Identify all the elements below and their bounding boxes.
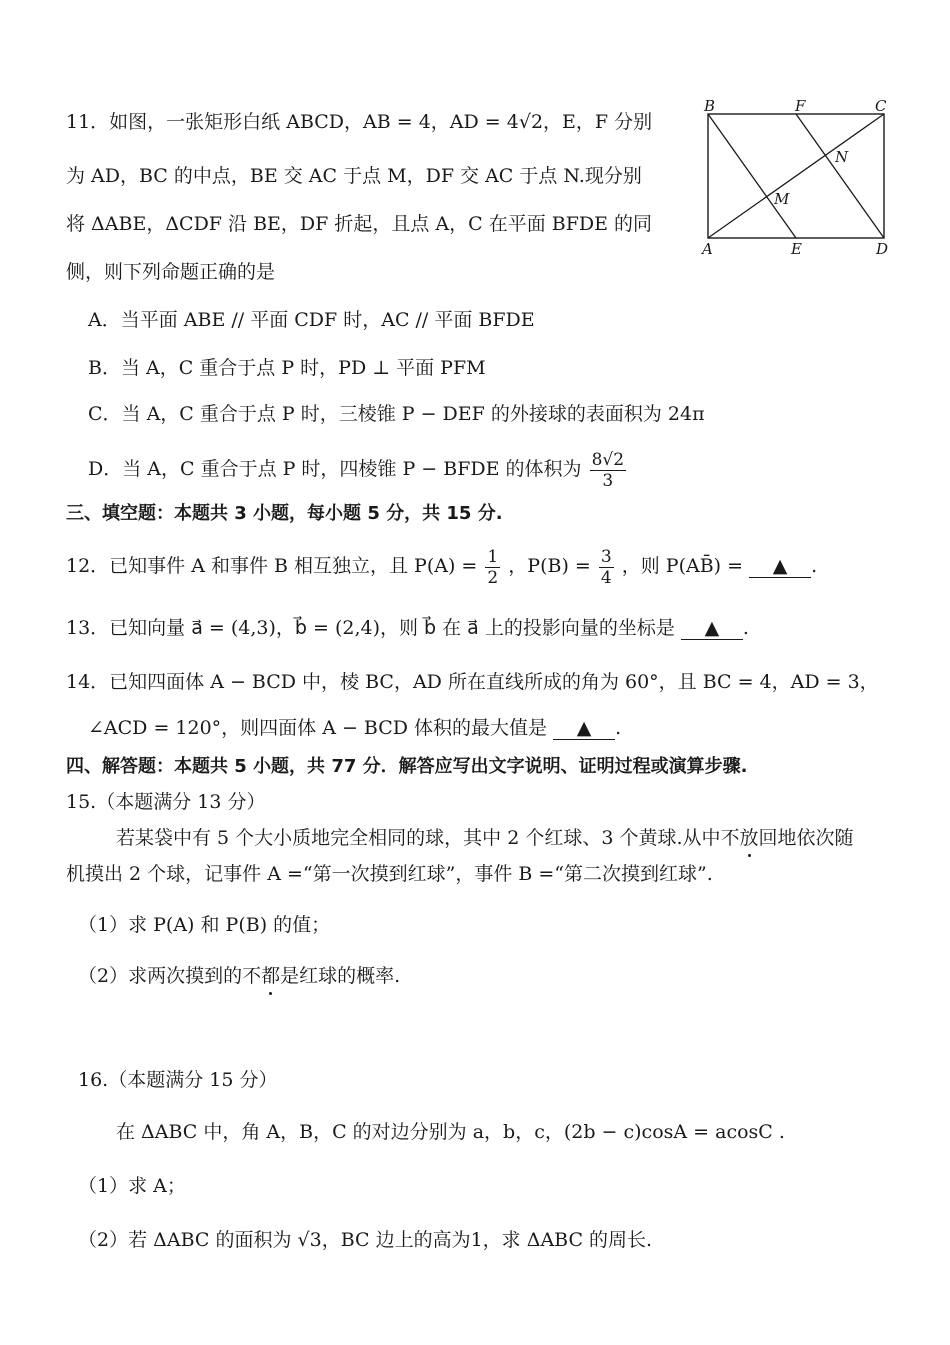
- q15-emphasis-no-replacement: 不放回: [721, 824, 778, 852]
- q15-emphasis-not-both: 不都是: [242, 962, 299, 990]
- q16-line1: 在 ΔABC 中，角 A，B，C 的对边分别为 a，b，c，(2b − c)cosA = acosC .: [116, 1121, 785, 1143]
- q11-option-c: C．当 A，C 重合于点 P 时，三棱锥 P − DEF 的外接球的表面积为 24π: [88, 403, 705, 425]
- q15-heading: 15.（本题满分 13 分）: [66, 791, 266, 813]
- q12-end: .: [811, 555, 818, 577]
- section4-title: 四、解答题：本题共 5 小题，共 77 分．解答应写出文字说明、证明过程或演算步骤.: [66, 756, 748, 777]
- q14-line1: 14．已知四面体 A − BCD 中，棱 BC，AD 所在直线所成的角为 60°，且 BC = 4，AD = 3，: [66, 671, 879, 693]
- q11-line4: 侧，则下列命题正确的是: [66, 261, 276, 283]
- label-n: N: [835, 148, 849, 166]
- q14-answer-blank: ▲: [553, 717, 615, 740]
- q11-option-d: [88, 446, 628, 492]
- q15-part1: （1）求 P(A) 和 P(B) 的值；: [78, 914, 331, 936]
- q11-line3: 将 ΔABE，ΔCDF 沿 BE，DF 折起，且点 A，C 在平面 BFDE 的同: [66, 213, 653, 235]
- q12-f1-num: 1: [487, 546, 499, 567]
- q12-f2-den: 4: [600, 567, 612, 588]
- segment-fd: [796, 114, 884, 238]
- q12-fraction-1: [485, 547, 500, 588]
- q14-line2: [88, 714, 621, 742]
- q11-line2: 为 AD，BC 的中点，BE 交 AC 于点 M，DF 交 AC 于点 N.现分别: [66, 165, 642, 187]
- segment-be: [708, 114, 796, 238]
- q11-option-d-num: 8√2: [591, 449, 625, 470]
- q15-part2: [78, 962, 400, 990]
- q11-line1: 11．如图，一张矩形白纸 ABCD，AB = 4，AD = 4√2，E，F 分别: [66, 111, 653, 133]
- q12-f1-den: 2: [487, 567, 499, 588]
- q15-line1-a: 若某袋中有 5 个大小质地完全相同的球，其中 2 个红球、3 个黄球.从中: [116, 827, 721, 849]
- q13-end: .: [742, 617, 749, 639]
- q11-option-d-text: D．当 A，C 重合于点 P 时，四棱锥 P − BFDE 的体积为: [88, 458, 582, 480]
- q12-f2-num: 3: [600, 546, 612, 567]
- label-e: E: [791, 240, 802, 258]
- q15-line1: [116, 824, 854, 852]
- q13: [66, 614, 749, 642]
- q16-heading: 16.（本题满分 15 分）: [78, 1069, 278, 1091]
- q13-answer-blank: ▲: [681, 617, 743, 640]
- q11-option-b: B．当 A，C 重合于点 P 时，PD ⊥ 平面 PFM: [88, 357, 486, 379]
- q12-post: ，则 P(AB̄) =: [621, 555, 744, 577]
- q11-option-d-den: 3: [602, 470, 614, 491]
- q15-line1-b: 地依次随: [777, 827, 854, 849]
- rectangle-figure: [695, 92, 895, 262]
- label-b: B: [704, 97, 716, 115]
- label-m: M: [774, 190, 790, 208]
- label-d: D: [876, 240, 889, 258]
- segment-ac: [708, 114, 884, 238]
- q14-line2-text: ∠ACD = 120°，则四面体 A − BCD 体积的最大值是: [88, 717, 548, 739]
- q16-part2: （2）若 ΔABC 的面积为 √3，BC 边上的高为1，求 ΔABC 的周长.: [78, 1229, 653, 1251]
- label-c: C: [875, 97, 887, 115]
- q14-end: .: [615, 717, 622, 739]
- q12-fraction-2: [599, 547, 614, 588]
- q12-answer-blank: ▲: [749, 555, 811, 578]
- q12: [66, 538, 817, 594]
- q11-option-d-fraction: [590, 450, 626, 491]
- q16-part1: （1）求 A；: [78, 1175, 186, 1197]
- label-f: F: [795, 97, 806, 115]
- section3-title: 三、填空题：本题共 3 小题，每小题 5 分，共 15 分.: [66, 503, 503, 524]
- q15-line2: 机摸出 2 个球，记事件 A =“第一次摸到红球”，事件 B =“第二次摸到红球”.: [66, 863, 713, 885]
- q11-option-a: A．当平面 ABE // 平面 CDF 时，AC // 平面 BFDE: [88, 309, 535, 331]
- label-a: A: [702, 240, 713, 258]
- q15-part2-b: 红球的概率.: [299, 965, 401, 987]
- q13-text: 13．已知向量 a⃗ = (4,3)，b⃗ = (2,4)，则 b⃗ 在 a⃗ 上的投影向量的坐标是: [66, 617, 675, 639]
- q12-pre: 12．已知事件 A 和事件 B 相互独立，且 P(A) =: [66, 555, 478, 577]
- q15-part2-a: （2）求两次摸到的: [78, 965, 243, 987]
- q12-mid: ，P(B) =: [508, 555, 591, 577]
